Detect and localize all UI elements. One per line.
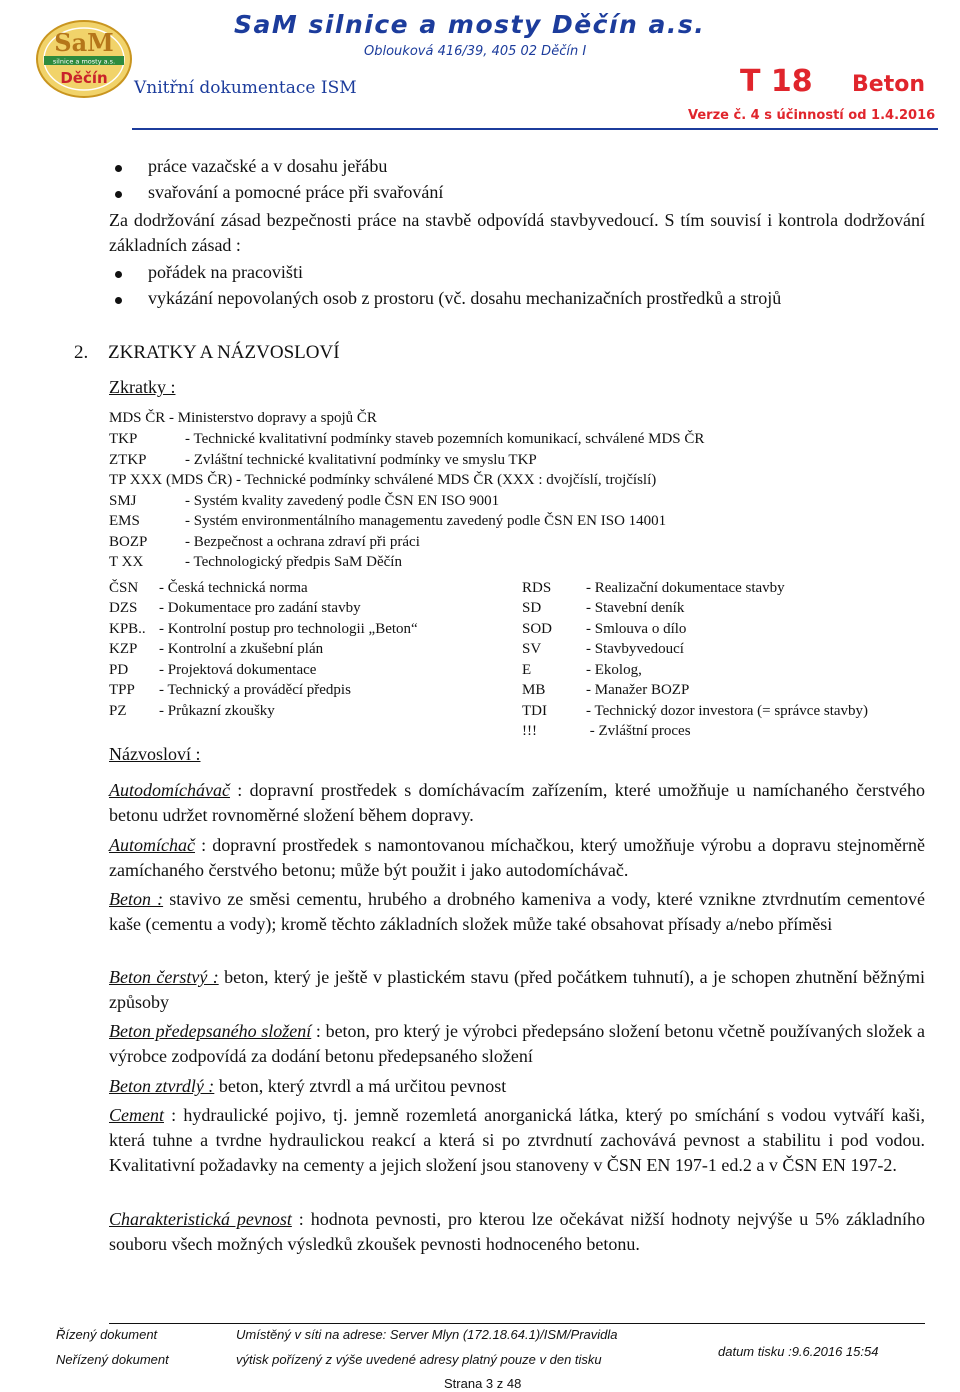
abbreviation-row [109, 580, 308, 597]
abbreviation-text: - Projektová dokumentace [159, 662, 317, 678]
abbreviation-text: - Systém kvality zavedený podle ČSN EN ISO 9001 [185, 493, 500, 509]
abbreviation-key: ČSN [109, 580, 139, 596]
abbreviation-text: - Kontrolní postup pro technologii „Beton“ [159, 621, 418, 637]
abbreviation-text: - Technický a prováděcí předpis [159, 682, 351, 698]
abbreviation-text: - Ekolog, [586, 662, 642, 678]
controlled-document-label: Řízený dokument [56, 1327, 158, 1342]
abbreviation-key: SOD [522, 621, 553, 637]
term-text: stavivo ze směsi cementu, hrubého a drobného kameniva a vody, které vznikne ztvrdnutím cementové kaše (cementu a vody); kromě těchto základních složek může také obsahovat přísady a/nebo příměsi [109, 889, 926, 934]
abbreviation-row [109, 554, 402, 571]
logo-subtitle: silnice a mosty a.s. [52, 57, 116, 66]
abbreviation-text: - Systém environmentálního managementu zavedený podle ČSN EN ISO 14001 [185, 513, 667, 529]
abbreviation-text: - Smlouva o dílo [586, 621, 687, 637]
section-title: ZKRATKY A NÁZVOSLOVÍ [108, 342, 340, 363]
abbreviation-text: - Kontrolní a zkušební plán [159, 641, 324, 657]
abbreviation-text: - Česká technická norma [159, 580, 308, 596]
header-divider [132, 128, 938, 130]
abbreviation-key: RDS [522, 580, 552, 596]
abbreviation-row [522, 621, 686, 638]
term-definition [109, 1074, 925, 1099]
abbreviation-text: - Stavbyvedoucí [586, 641, 684, 657]
abbreviation-row [522, 703, 868, 720]
bullet-item: vykázání nepovolaných osob z prostoru (vč. dosahu mechanizačních prostředků a strojů [148, 288, 782, 308]
abbreviation-row [522, 580, 785, 597]
print-date: datum tisku :9.6.2016 15:54 [718, 1344, 879, 1359]
abbreviation-text: - Průkazní zkoušky [159, 703, 275, 719]
term-text: beton, pro který je výrobci předepsáno složení betonu včetně používaných složek a výrobce zodpovídá za dodání betonu předepsaného složení [109, 1021, 925, 1066]
abbreviation-row [109, 431, 704, 448]
logo-title: SaM [54, 28, 114, 57]
abbreviation-row [109, 600, 361, 617]
abbreviation-key: TDI [522, 703, 547, 719]
abbreviation-row [109, 662, 316, 679]
abbreviation-row [522, 682, 689, 699]
term-name: Cement [109, 1105, 164, 1125]
term-definition: Autodomíchávač : dopravní prostředek s domíchávacím zařízením, které umožňuje u namíchaného čerstvého betonu udržet rovnoměrné složení během dopravy. [109, 780, 925, 825]
abbreviation-row [109, 534, 420, 551]
term-definition: Cement : hydraulické pojivo, tj. jemně rozemletá anorganická látka, který po smíchání s vodou vytváří kaši, která tuhne a tvrdne hydraulickou reakcí a která si po ztvrdnutí zachovává pevnost a stabilitu i pod vodou. Kvalitativní požadavky na cementy a jejich složení jsou stanoveny v ČSN EN 197-1 ed.2 a v ČSN EN 197-2. [109, 1105, 925, 1175]
document-version: Verze č. 4 s účinností od 1.4.2016 [688, 108, 936, 123]
term-text: hydraulické pojivo, tj. jemně rozemletá anorganická látka, který po smíchání s vodou vytváří kaši, která tuhne a tvrdne hydraulickou reakcí a která si po ztvrdnutí zachovává pevnost a stabilitu i pod vodou. Kvalitativní požadavky na cementy a jejich složení jsou stanoveny v ČSN EN 197-1 ed.2 a v ČSN EN 197-2. [109, 1105, 925, 1175]
footer-divider [109, 1323, 925, 1324]
abbreviation-row [109, 410, 377, 427]
document-location: Umístěný v síti na adrese: Server Mlyn (172.18.64.1)/ISM/Pravidla [236, 1327, 618, 1342]
abbreviation-key: KPB.. [109, 621, 146, 637]
abbreviation-text: - Ministerstvo dopravy a spojů ČR [169, 410, 377, 426]
abbreviation-text: - Manažer BOZP [586, 682, 690, 698]
abbreviation-text: - Zvláštní technické kvalitativní podmínky ve smyslu TKP [185, 452, 537, 468]
abbreviation-key: ZTKP [109, 452, 147, 468]
abbreviation-row [109, 621, 418, 638]
term-name: Automíchač [109, 835, 195, 855]
term-name: Charakteristická pevnost [109, 1209, 292, 1229]
abbreviation-row [109, 452, 537, 469]
abbreviation-text: - Realizační dokumentace stavby [586, 580, 785, 596]
section-number: 2. [74, 342, 89, 363]
abbreviation-key: MB [522, 682, 546, 698]
term-name: Beton : [109, 889, 164, 909]
abbreviation-text: - Dokumentace pro zadání stavby [159, 600, 361, 616]
abbreviation-key: TP XXX (MDS ČR) [109, 472, 233, 488]
term-name: Beton předepsaného složení [109, 1021, 312, 1041]
term-name: Autodomíchávač [109, 780, 230, 800]
bullet-item: pořádek na pracovišti [148, 262, 303, 282]
terminology-label: Názvosloví : [109, 744, 201, 764]
uncontrolled-document-label: Neřízený dokument [56, 1352, 169, 1367]
print-validity-note: výtisk pořízený z výše uvedené adresy platný pouze v den tisku [236, 1352, 602, 1367]
page-number: Strana 3 z 48 [444, 1376, 522, 1391]
company-logo [36, 20, 132, 98]
abbreviation-key: TPP [109, 682, 135, 698]
abbreviation-text: - Bezpečnost a ochrana zdraví při práci [185, 534, 420, 550]
term-definition: Automíchač : dopravní prostředek s namontovanou míchačkou, který umožňuje výrobu a dopravu stejnoměrně zamíchaného čerstvého betonu; může být použit i jako autodomíchávač. [109, 835, 925, 880]
abbreviation-key: KZP [109, 641, 138, 657]
abbreviation-key: DZS [109, 600, 138, 616]
abbreviation-key: SD [522, 600, 542, 616]
abbreviation-row [522, 641, 684, 658]
term-definition: Beton předepsaného složení : beton, pro který je výrobci předepsáno složení betonu včetně používaných složek a výrobce zodpovídá za dodání betonu předepsaného složení [109, 1021, 925, 1066]
abbreviation-key: MDS ČR [109, 410, 166, 426]
abbreviation-key: E [522, 662, 532, 678]
abbreviation-row [109, 513, 666, 530]
abbreviation-row [109, 703, 275, 720]
term-name: Beton ztvrdlý : [109, 1076, 215, 1096]
document-subject: Beton [852, 72, 925, 97]
abbreviation-key: EMS [109, 513, 140, 529]
abbreviation-row [109, 472, 656, 489]
abbreviations-label: Zkratky : [109, 377, 176, 397]
abbreviation-row [109, 493, 499, 510]
term-text: beton, který je ještě v plastickém stavu (před počátkem tuhnutí), a je schopen zhutnění běžnými způsoby [109, 967, 925, 1012]
term-text: hodnota pevnosti, pro kterou lze očekávat nižší hodnoty nejvýše u 5% základního souboru všech možných výsledků zkoušek pevnosti hodnoceného betonu. [109, 1209, 925, 1254]
abbreviation-key: SMJ [109, 493, 137, 509]
abbreviation-text: - Technický dozor investora (= správce stavby) [586, 703, 869, 719]
abbreviation-text: - Technologický předpis SaM Děčín [185, 554, 402, 570]
abbreviation-key: SV [522, 641, 542, 657]
safety-paragraph: Za dodržování zásad bezpečnosti práce na stavbě odpovídá stavbyvedoucí. S tím souvisí i kontrola dodržování základních zásad : [109, 210, 925, 255]
abbreviation-key: PZ [109, 703, 127, 719]
abbreviation-text: - Technické kvalitativní podmínky staveb pozemních komunikací, schválené MDS ČR [185, 431, 705, 447]
abbreviation-text: - Zvláštní proces [586, 723, 691, 739]
abbreviation-key: BOZP [109, 534, 148, 550]
abbreviation-row [522, 662, 642, 679]
abbreviation-key: TKP [109, 431, 138, 447]
abbreviation-row [109, 641, 323, 658]
term-text: dopravní prostředek s namontovanou míchačkou, který umožňuje výrobu a dopravu stejnoměrně zamíchaného čerstvého betonu; může být použit i jako autodomíchávač. [109, 835, 925, 880]
term-definition [109, 965, 925, 1015]
term-definition: Charakteristická pevnost : hodnota pevnosti, pro kterou lze očekávat nižší hodnoty nejvýše u 5% základního souboru všech možných výsledků zkoušek pevnosti hodnoceného betonu. [109, 1209, 925, 1254]
abbreviation-key: T XX [109, 554, 144, 570]
term-text: dopravní prostředek s domíchávacím zařízením, které umožňuje u namíchaného čerstvého betonu udržet rovnoměrné složení během dopravy. [109, 780, 925, 825]
term-text: beton, který ztvrdl a má určitou pevnost [218, 1076, 507, 1096]
abbreviation-row [109, 682, 351, 699]
internal-documentation-label: Vnitřní dokumentace ISM [134, 78, 357, 98]
abbreviation-text: - Stavební deník [586, 600, 685, 616]
term-name: Beton čerstvý : [109, 967, 219, 987]
bullet-item: svařování a pomocné práce při svařování [148, 182, 444, 202]
abbreviation-key: PD [109, 662, 129, 678]
section-heading [74, 342, 340, 364]
abbreviation-key: !!! [522, 723, 537, 739]
abbreviation-row [522, 600, 684, 617]
company-name: SaM silnice a mosty Děčín a.s. [234, 10, 706, 39]
abbreviation-row [522, 723, 691, 740]
term-definition [109, 887, 925, 937]
logo-city: Děčín [60, 69, 108, 87]
document-code: T 18 [740, 64, 813, 99]
company-address: Oblouková 416/39, 405 02 Děčín I [364, 44, 587, 59]
bullet-item: práce vazačské a v dosahu jeřábu [148, 156, 388, 176]
abbreviation-text: - Technické podmínky schválené MDS ČR (XXX : dvojčíslí, trojčíslí) [235, 472, 657, 488]
